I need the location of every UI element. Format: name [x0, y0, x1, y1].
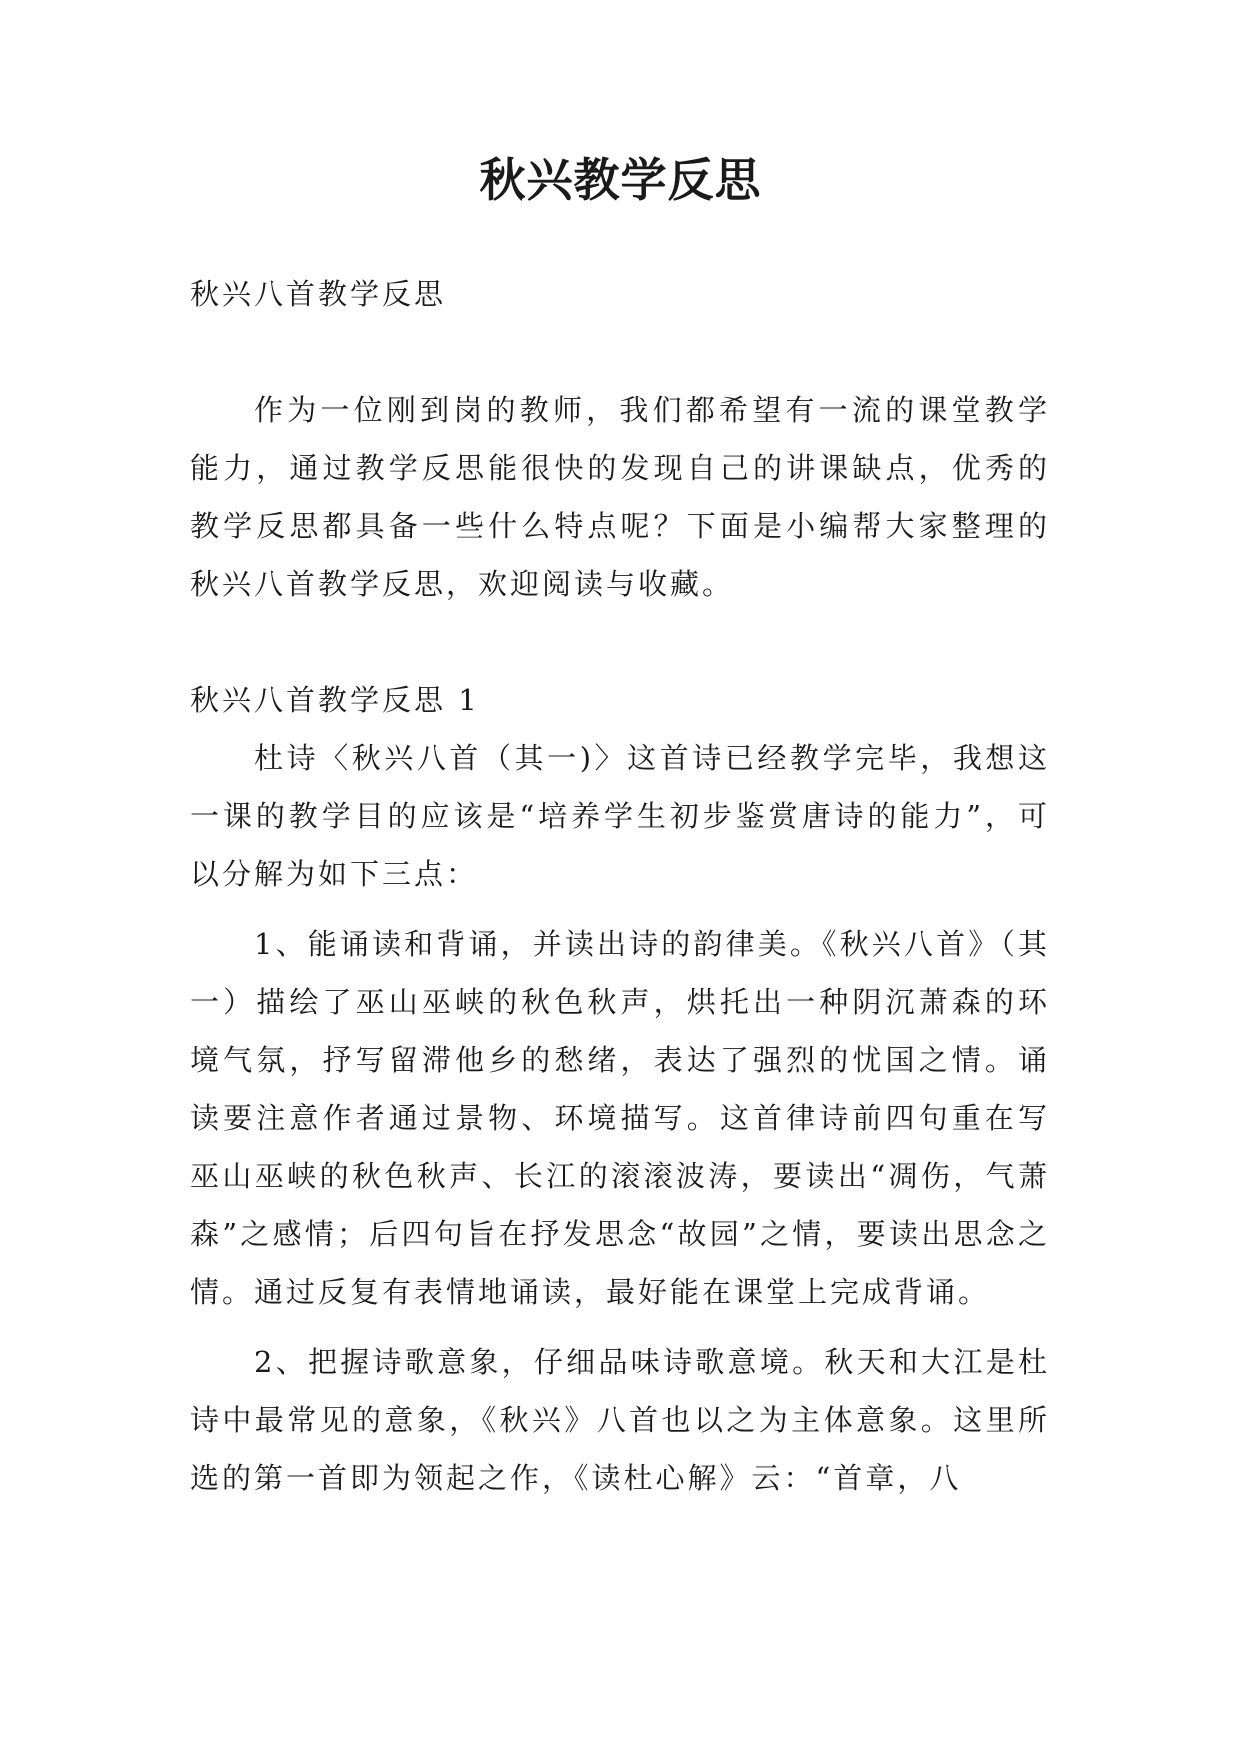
intro-paragraph: 作为一位刚到岗的教师，我们都希望有一流的课堂教学能力，通过教学反思能很快的发现自己的讲课缺点，优秀的教学反思都具备一些什么特点呢？下面是小编帮大家整理的秋兴八首教学反思，欢迎阅读与收藏。	[190, 393, 1050, 601]
section-heading: 秋兴八首教学反思 1	[190, 683, 480, 717]
intro-heading: 秋兴八首教学反思	[190, 277, 447, 311]
document-title: 秋兴教学反思	[479, 153, 762, 207]
section-paragraph: 杜诗〈秋兴八首（其一)〉这首诗已经教学完毕，我想这一课的教学目的应该是“培养学生初步鉴赏唐诗的能力”，可以分解为如下三点：	[190, 741, 1050, 891]
document-body	[190, 265, 1050, 1507]
section-paragraph: 1、能诵读和背诵，并读出诗的韵律美。《秋兴八首》（其一）描绘了巫山巫峡的秋色秋声，烘托出一种阴沉萧森的环境气氛，抒写留滞他乡的愁绪，表达了强烈的忧国之情。诵读要注意作者通过景物、环境描写。这首律诗前四句重在写巫山巫峡的秋色秋声、长江的滚滚波涛，要读出“凋伤，气萧森”之感情；后四句旨在抒发思念“故园”之情，要读出思念之情。通过反复有表情地诵读，最好能在课堂上完成背诵。	[190, 927, 1050, 1309]
section-paragraph: 2、把握诗歌意象，仔细品味诗歌意境。秋天和大江是杜诗中最常见的意象，《秋兴》八首也以之为主体意象。这里所选的第一首即为领起之作，《读杜心解》云：“首章，八	[190, 1345, 1050, 1495]
